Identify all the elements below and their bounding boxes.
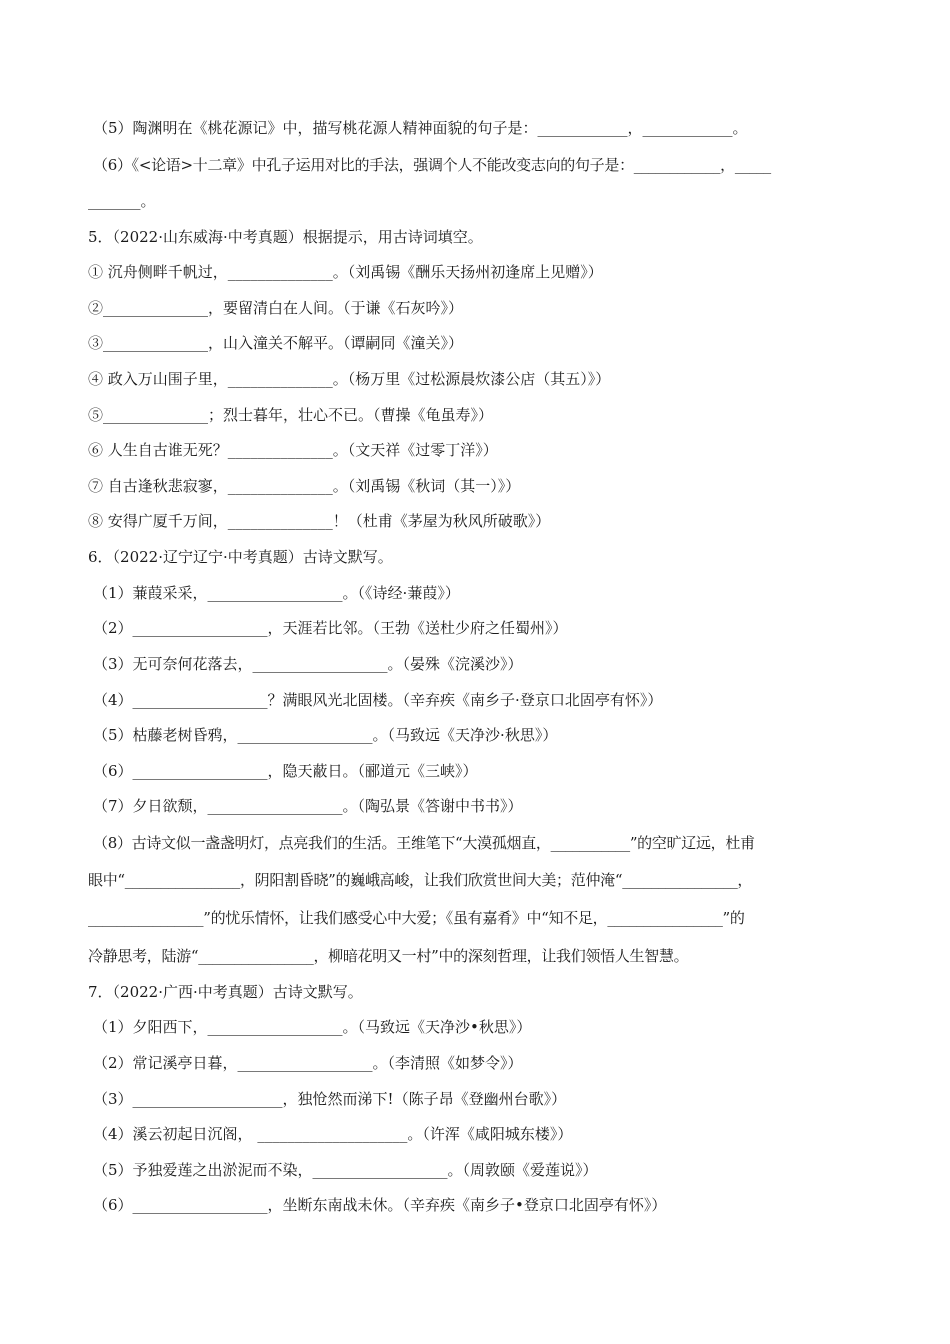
- question-7-heading: 7．（2022·广西·中考真题）古诗文默写。: [88, 983, 363, 1001]
- q5-item-8: ⑧ 安得广厦千万间，______________！（杜甫《茅屋为秋风所破歌》）: [88, 512, 551, 530]
- q5-item-3: ③______________，山入潼关不解平。（谭嗣同《潼关》）: [88, 334, 464, 352]
- q5-item-5: ⑤______________；烈士暮年，壮心不已。（曹操《龟虽寿》）: [88, 406, 494, 424]
- question-6-heading: 6．（2022·辽宁辽宁·中考真题）古诗文默写。: [88, 548, 393, 566]
- q6-item-7: （7）夕日欲颓，__________________。（陶弘景《答谢中书书》）: [93, 797, 523, 815]
- item-5-5: （5）陶渊明在《桃花源记》中，描写桃花源人精神面貌的句子是：____________，____________。: [93, 119, 748, 137]
- q7-item-2: （2）常记溪亭日暮，__________________。（李清照《如梦令》）: [93, 1054, 523, 1072]
- q6-item-2: （2）__________________，天涯若比邻。（王勃《送杜少府之任蜀州》）: [93, 619, 568, 637]
- q6-item-8-line-1: （8）古诗文似一盏盏明灯，点亮我们的生活。王维笔下“大漠孤烟直，___________”的空旷辽远，杜甫: [93, 834, 755, 852]
- q6-item-6: （6）__________________，隐天蔽日。（郦道元《三峡》）: [93, 762, 478, 780]
- q6-item-4: （4）__________________？满眼风光北固楼。（辛弃疾《南乡子·登京口北固亭有怀》）: [93, 691, 663, 709]
- q7-item-5: （5）予独爱莲之出淤泥而不染，__________________。（周敦颐《爱莲说》）: [93, 1161, 598, 1179]
- q7-item-1: （1）夕阳西下，__________________。（马致远《天净沙•秋思》）: [93, 1018, 532, 1036]
- q7-item-6: （6）__________________，坐断东南战未休。（辛弃疾《南乡子•登京口北固亭有怀》）: [93, 1196, 667, 1214]
- q5-item-6: ⑥ 人生自古谁无死？______________。（文天祥《过零丁洋》）: [88, 441, 498, 459]
- item-5-6-continued: _______。: [88, 192, 156, 210]
- q5-item-4: ④ 政入万山围子里，______________。（杨万里《过松源晨炊漆公店（其五）》）: [88, 370, 611, 388]
- q7-item-3: （3）____________________，独怆然而涕下!（陈子昂《登幽州台歌》）: [93, 1090, 567, 1108]
- q5-item-1: ① 沉舟侧畔千帆过，______________。（刘禹锡《酬乐天扬州初逢席上见赠》）: [88, 263, 603, 281]
- item-5-6: （6）《<论语>十二章》中孔子运用对比的手法，强调个人不能改变志向的句子是：____________，_____: [93, 156, 771, 174]
- q6-item-1: （1）蒹葭采采，__________________。（《诗经·蒹葭》）: [93, 584, 460, 602]
- q6-item-5: （5）枯藤老树昏鸦，__________________。（马致远《天净沙·秋思》）: [93, 726, 558, 744]
- question-5-heading: 5．（2022·山东威海·中考真题）根据提示，用古诗词填空。: [88, 228, 483, 246]
- q5-item-7: ⑦ 自古逢秋悲寂寥，______________。（刘禹锡《秋词（其一）》）: [88, 477, 521, 495]
- q6-item-8-line-4: 冷静思考，陆游“________________，柳暗花明又一村”中的深刻哲理，让我们领悟人生智慧。: [88, 947, 689, 965]
- q5-item-2: ②______________，要留清白在人间。（于谦《石灰吟》）: [88, 299, 464, 317]
- q7-item-4: （4）溪云初起日沉阁， ____________________。（许浑《咸阳城东楼》）: [93, 1125, 573, 1143]
- q6-item-3: （3）无可奈何花落去，__________________。（晏殊《浣溪沙》）: [93, 655, 523, 673]
- q6-item-8-line-3: ________________”的忧乐情怀，让我们感受心中大爱；《虽有嘉肴》中“知不足，________________”的: [88, 909, 745, 927]
- q6-item-8-line-2: 眼中“________________，阴阳割昏晓”的巍峨高峻，让我们欣赏世间大美；范仲淹“________________，: [88, 871, 753, 889]
